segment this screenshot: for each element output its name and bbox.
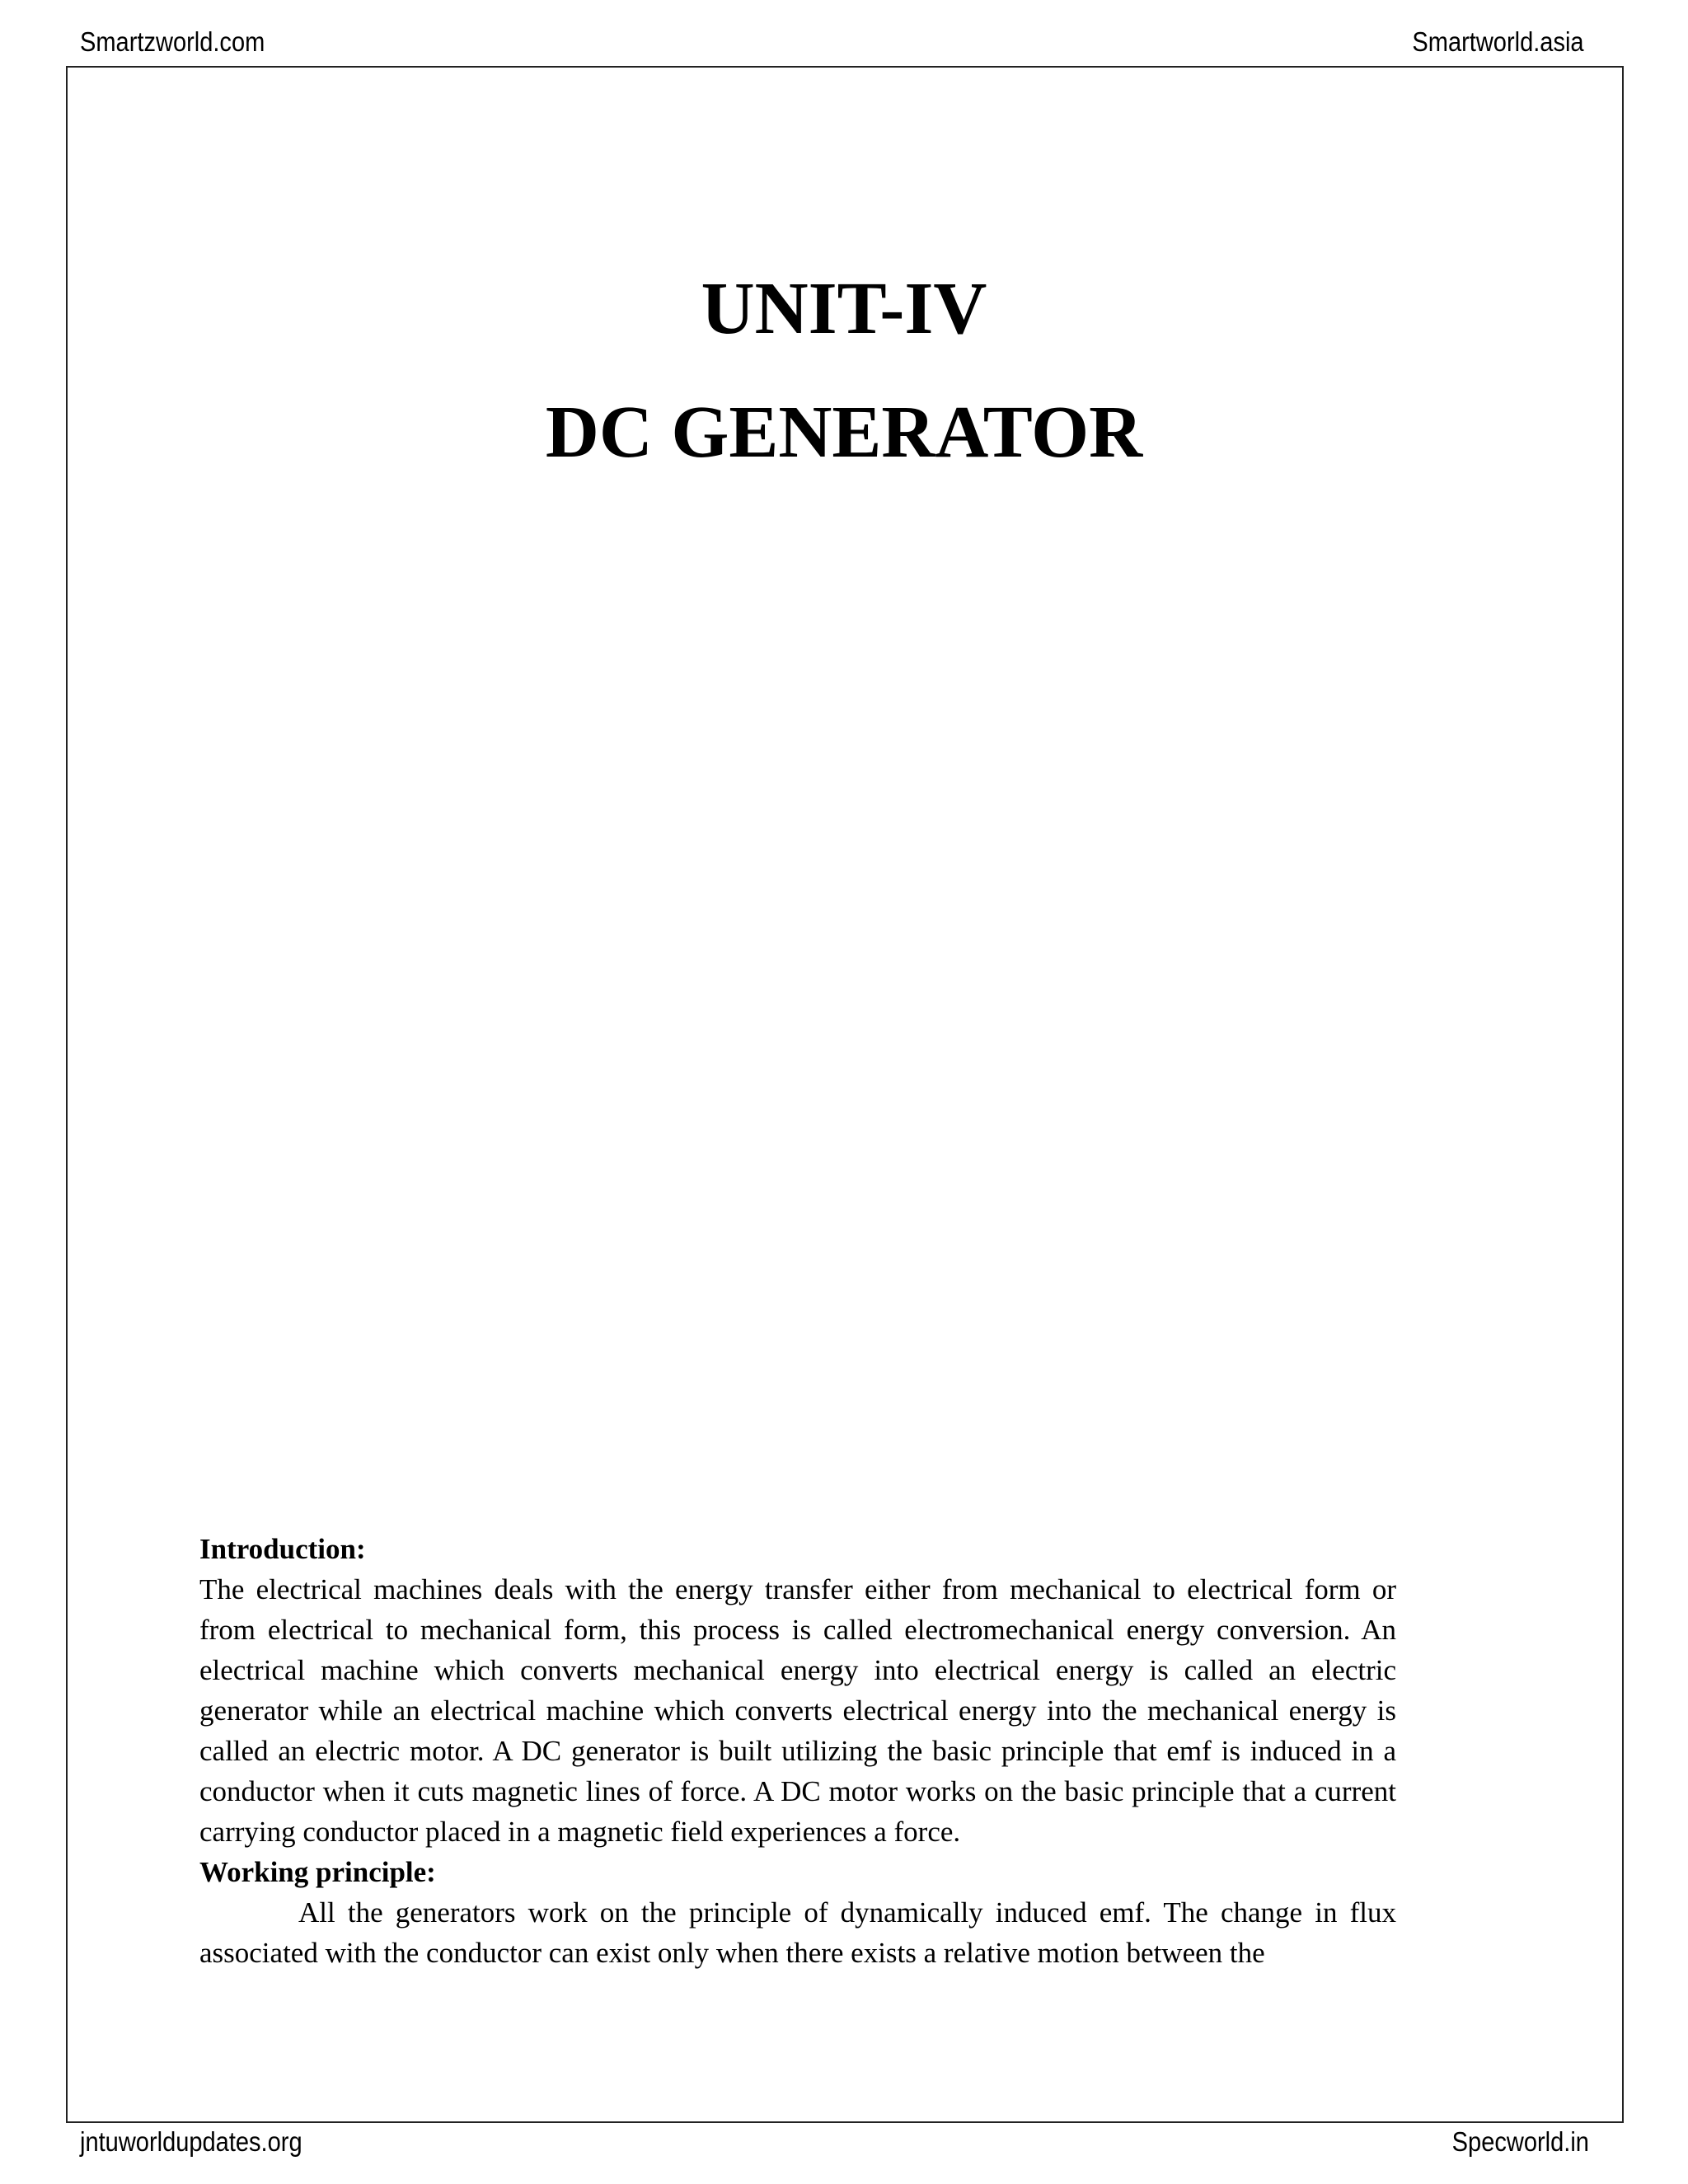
introduction-heading: Introduction: bbox=[199, 1533, 366, 1565]
header-site-right: Smartworld.asia bbox=[1412, 26, 1584, 57]
working-principle-heading: Working principle: bbox=[199, 1856, 436, 1888]
unit-title: UNIT-IV bbox=[701, 268, 987, 349]
header-site-left: Smartzworld.com bbox=[80, 26, 265, 57]
introduction-paragraph: The electrical machines deals with the energy transfer either from mechanical to electrical form or from electrical to mechanical form, this process is called electromechanical energy conversion. An electrical machine which converts mechanical energy into electrical energy is called an electric generator while an electrical machine which converts electrical energy into the mechanical energy is called an electric motor. A DC generator is built utilizing the basic principle that emf is induced in a conductor when it cuts magnetic lines of force. A DC motor works on the basic principle that a current carrying conductor placed in a magnetic field experiences a force. bbox=[199, 1573, 1396, 1848]
document-body bbox=[199, 1529, 1396, 1973]
chapter-title: DC GENERATOR bbox=[545, 391, 1143, 473]
working-principle-paragraph: All the generators work on the principle of dynamically induced emf. The change in flux associated with the conductor can exist only when there exists a relative motion between the bbox=[199, 1896, 1396, 1969]
footer-site-right: Specworld.in bbox=[1451, 2126, 1589, 2157]
footer-site-left: jntuworldupdates.org bbox=[80, 2126, 302, 2157]
